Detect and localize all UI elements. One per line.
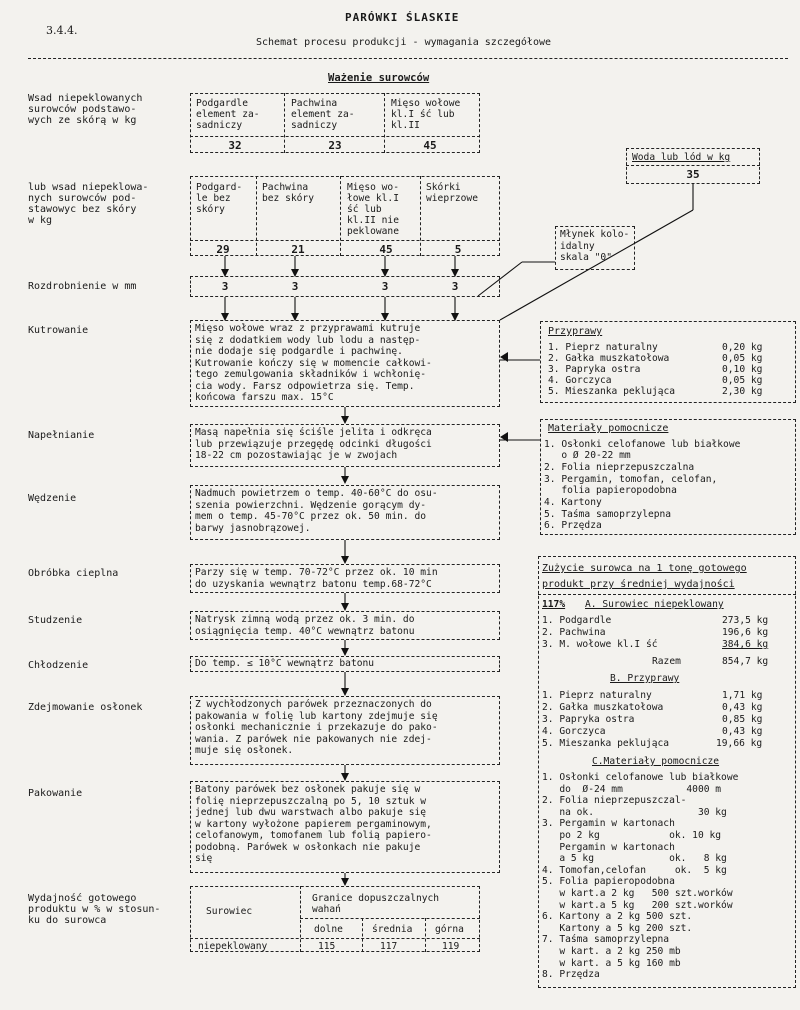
usage-a-2-qty: 196,6 kg: [722, 627, 769, 638]
arrow-head: [341, 773, 349, 781]
weighing-item-1: Podgardle element za- sadniczy: [196, 98, 260, 131]
arrow-head: [341, 556, 349, 564]
step-box-obrobka: Parzy się w temp. 70-72°C przez ok. 10 min do uzyskania wewnątrz batonu temp.68-72°C: [190, 564, 500, 593]
cell-divider: [538, 594, 796, 595]
usage-b-4-qty: 0,43 kg: [722, 726, 763, 737]
connector: [500, 210, 693, 320]
step-box-kutrowanie: Mięso wołowe wraz z przyprawami kutruje się z dodatkiem wody lub lodu a następ- nie dodaje się podgardle i pachwinę. Kutrowanie kończy się w momencie całkowi- tego zemulgowania składników i wchłonię- cia wody. Farsz odpowietrza się. Temp. końcowa farszu max. 15°C: [190, 320, 500, 407]
usage-a-1: 1. Podgardle: [542, 615, 612, 626]
yield-sub-dolne: dolne: [314, 924, 343, 935]
aux-item-4: 4. Kartony: [544, 497, 602, 508]
step-box-wedzenie: Nadmuch powietrzem o temp. 40-60°C do osu- szenia powierzchni. Wędzenie gorącym dy- mem o temp. 45-70°C przez ok. 50 min. do barwy jasnobrązowej.: [190, 485, 500, 540]
weighing2-item-3: Mięso wo- łowe kl.I ść lub kl.II nie peklowane: [347, 182, 399, 237]
yield-col-limits: Granice dopuszczalnych wahań: [312, 893, 440, 915]
spices-title: Przyprawy: [548, 326, 603, 337]
arrow-head: [341, 648, 349, 656]
spice-4-qty: 0,05 kg: [722, 375, 763, 386]
arrow-head: [341, 603, 349, 611]
water-label: Woda lub lód w kg: [632, 152, 731, 163]
spice-1: 1. Pieprz naturalny: [548, 342, 658, 353]
usage-a-3: 3. M. wołowe kl.I ść: [542, 639, 658, 650]
yield-row-raw: niepeklowany: [198, 941, 268, 952]
yield-col-surowiec: Surowiec: [206, 906, 253, 917]
weighing2-item-1: Podgard- le bez skóry: [196, 182, 243, 215]
weighing-value-2: 23: [328, 139, 342, 152]
usage-c-title: C.Materiały pomocnicze: [592, 756, 720, 767]
step-label-kutrowanie: Kutrowanie: [28, 325, 89, 336]
weighing2-item-4: Skórki wieprzowe: [426, 182, 478, 204]
page-title: PARÓWKI ŚLASKIE: [345, 11, 460, 24]
weighing-label: Wsad niepeklowanych surowców podstawo- wych ze skórą w kg: [28, 93, 143, 126]
usage-c-text: 1. Osłonki celofanowe lub białkowe do Ø-24 mm 4000 m 2. Folia nieprzepuszczal- na ok. 30 kg 3. Pergamin w kartonach po 2 kg ok. 10 kg Pergamin w kartonach a 5 kg ok. 8 kg 4. Tomofan,celofan ok. 5 kg 5. Folia papieropodobna w kart.a 2 kg 500 szt.worków w kart.a 5 kg 200 szt.worków 6. Kartony a 2 kg 500 szt. Kartony a 5 kg 200 szt. 7. Taśma samoprzylepna w kart. a 2 kg 250 mb w kart. a 5 kg 160 mb 8. Przędza: [542, 772, 739, 981]
usage-title: Zużycie surowca na 1 tonę gotowego produkt przy średniej wydajności: [542, 563, 747, 590]
spice-3: 3. Papryka ostra: [548, 364, 641, 375]
spice-2: 2. Gałka muszkatołowa: [548, 353, 670, 364]
cell-divider: [425, 918, 426, 952]
weighing2-item-2: Pachwina bez skóry: [262, 182, 314, 204]
step-label-pakowanie: Pakowanie: [28, 788, 83, 799]
cell-divider: [300, 886, 301, 952]
cell-divider: [362, 918, 363, 952]
aux-item-2: 2. Folia nieprzepuszczalna: [544, 462, 695, 473]
size-value-4: 3: [451, 280, 459, 293]
section-heading: Ważenie surowców: [328, 72, 430, 84]
weighing2-label: lub wsad niepeklowa- nych surowców pod- stawowyc bez skóry w kg: [28, 182, 149, 226]
weighing2-value-1: 29: [216, 243, 230, 256]
usage-b-5-qty: 19,66 kg: [716, 738, 763, 749]
usage-b-title: B. Przyprawy: [610, 673, 680, 684]
step-label-zdejmowanie: Zdejmowanie osłonek: [28, 702, 143, 713]
yield-label: Wydajność gotowego produktu w % w stosun- ku do surowca: [28, 893, 161, 926]
size-value-2: 3: [291, 280, 299, 293]
weighing-item-2: Pachwina element za- sadniczy: [291, 98, 355, 131]
yield-row-low: 115: [318, 941, 336, 952]
usage-b-4: 4. Gorczyca: [542, 726, 606, 737]
usage-b-5: 5. Mieszanka peklująca: [542, 738, 670, 749]
arrow-head: [341, 878, 349, 886]
step-box-napelnianie: Masą napełnia się ściśle jelita i odkręca lub przewiązuje przegędę odcinki długości 18-22 cm pozostawiając je w zwojach: [190, 424, 500, 467]
yield-row-high: 119: [442, 941, 460, 952]
step-label-napelnianie: Napełnianie: [28, 430, 95, 441]
cell-divider: [300, 918, 480, 919]
arrow-head: [341, 416, 349, 424]
weighing-item-3: Mięso wołowe kl.I ść lub kl.II: [391, 98, 461, 131]
aux-item-3: 3. Pergamin, tomofan, celofan, folia papieropodobna: [544, 474, 718, 496]
usage-b-3-qty: 0,85 kg: [722, 714, 763, 725]
spice-3-qty: 0,10 kg: [722, 364, 763, 375]
step-label-studzenie: Studzenie: [28, 615, 83, 626]
page-subtitle: Schemat procesu produkcji - wymagania szczegółowe: [256, 37, 552, 48]
colloid-mill-box: Młynek kolo- idalny skala "0": [555, 226, 635, 270]
spice-1-qty: 0,20 kg: [722, 342, 763, 353]
usage-b-1: 1. Pieprz naturalny: [542, 690, 652, 701]
weighing2-value-3: 45: [379, 243, 393, 256]
size-value-3: 3: [381, 280, 389, 293]
step-box-studzenie: Natrysk zimną wodą przez ok. 3 min. do osiągnięcia temp. 40°C wewnątrz batonu: [190, 611, 500, 640]
yield-sub-gorna: górna: [435, 924, 464, 935]
yield-row-mid: 117: [380, 941, 398, 952]
doc-number: 3.4.4.: [46, 24, 78, 37]
aux-item-1: 1. Osłonki celofanowe lub białkowe o Ø 20-22 mm: [544, 439, 741, 461]
size-value-1: 3: [221, 280, 229, 293]
spice-2-qty: 0,05 kg: [722, 353, 763, 364]
step-box-chlodzenie: Do temp. ≤ 10°C wewnątrz batonu: [190, 656, 500, 672]
usage-total-label: Razem: [652, 656, 681, 667]
step-label-chlodzenie: Chłodzenie: [28, 660, 89, 671]
step-label-wedzenie: Wędzenie: [28, 493, 77, 504]
aux-title: Materiały pomocnicze: [548, 423, 669, 434]
spice-5: 5. Mieszanka peklująca: [548, 386, 676, 397]
step-box-zdejmowanie: Z wychłodzonych parówek przeznaczonych do pakowania w folię lub kartony zdejmuje się osłonki mechanicznie i przekazuje do pako- wania. Z parówek nie pakowanych nie zdej- muje się osłonek.: [190, 696, 500, 765]
spice-5-qty: 2,30 kg: [722, 386, 763, 397]
aux-item-6: 6. Przędza: [544, 520, 602, 531]
usage-b-3: 3. Papryka ostra: [542, 714, 635, 725]
usage-total: 854,7 kg: [722, 656, 769, 667]
arrow-head: [341, 476, 349, 484]
usage-a-title: A. Surowiec niepeklowany: [585, 599, 724, 610]
usage-b-2: 2. Gałka muszkatołowa: [542, 702, 664, 713]
cell-divider: [190, 938, 480, 939]
step-label-rozdrobnienie: Rozdrobnienie w mm: [28, 281, 137, 292]
spice-4: 4. Gorczyca: [548, 375, 612, 386]
aux-item-5: 5. Taśma samoprzylepna: [544, 509, 672, 520]
weighing2-value-2: 21: [291, 243, 305, 256]
usage-b-1-qty: 1,71 kg: [722, 690, 763, 701]
step-box-pakowanie: Batony parówek bez osłonek pakuje się w folię nieprzepuszczalną po 5, 10 sztuk w jednej lub dwu warstwach albo pakuje się w kartony wyłożone papierem pergaminowym, celofanowym, tomofanem lub folią papiero- podobną. Parówek w osłonkach nie pakuje się: [190, 781, 500, 873]
usage-a-2: 2. Pachwina: [542, 627, 606, 638]
usage-a-3-qty: 384,6 kg: [722, 639, 769, 650]
usage-b-2-qty: 0,43 kg: [722, 702, 763, 713]
usage-a-1-qty: 273,5 kg: [722, 615, 769, 626]
weighing-value-3: 45: [423, 139, 437, 152]
water-value: 35: [686, 168, 700, 181]
usage-pct: 117%: [542, 599, 566, 610]
yield-sub-srednia: średnia: [372, 924, 413, 935]
step-label-obrobka: Obróbka cieplna: [28, 568, 119, 579]
weighing-value-1: 32: [228, 139, 242, 152]
weighing2-value-4: 5: [454, 243, 462, 256]
arrow-head: [341, 688, 349, 696]
